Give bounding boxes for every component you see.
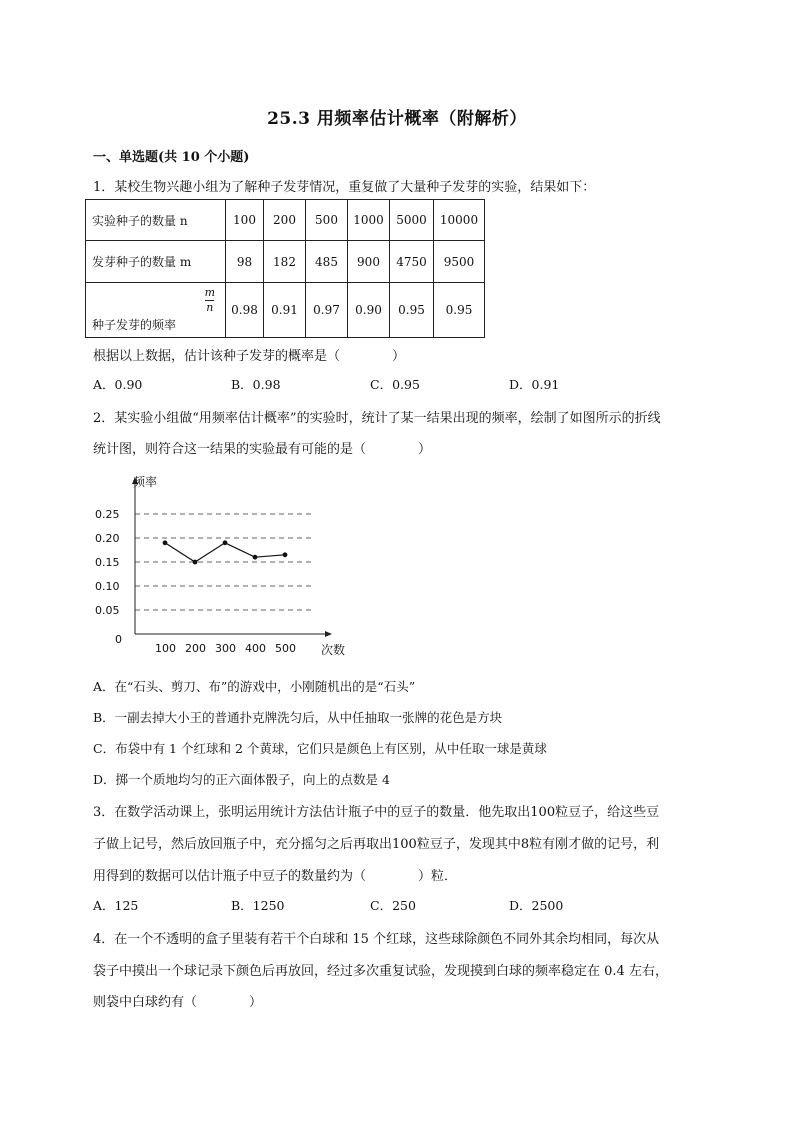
y-tick-label: 0.20 — [95, 532, 120, 545]
table-cell: 5000 — [390, 200, 434, 241]
table-cell: 500 — [306, 200, 348, 241]
origin-label: 0 — [115, 633, 122, 646]
q3-option-d: D．2500 — [509, 898, 564, 913]
row1-label: 实验种子的数量 n — [86, 200, 226, 241]
frac-denominator: n — [206, 301, 214, 314]
section-heading: 一、单选题(共 10 个小题) — [93, 150, 250, 165]
table-cell: 100 — [226, 200, 264, 241]
x-tick-label: 400 — [245, 642, 266, 655]
data-point — [283, 552, 288, 557]
q2-option-d: D．掷一个质地均匀的正六面体骰子，向上的点数是 4 — [93, 772, 390, 787]
frequency-line-chart — [85, 466, 365, 666]
q3-line1: 3．在数学活动课上，张明运用统计方法估计瓶子中的豆子的数量．他先取出100粒豆子，给这些豆 — [93, 805, 660, 820]
q4-line3: 则袋中白球约有（ ） — [93, 995, 263, 1010]
q1-table — [85, 199, 485, 338]
table-cell: 0.95 — [390, 283, 434, 338]
q1-option-a: A．0.90 — [93, 377, 143, 392]
q4-line2: 袋子中摸出一个球记录下颜色后再放回，经过多次重复试验，发现摸到白球的频率稳定在 0.4 左右， — [93, 964, 668, 979]
y-tick-label: 0.15 — [95, 556, 120, 569]
q4-line1: 4．在一个不透明的盒子里装有若干个白球和 15 个红球，这些球除颜色不同外其余均相同，每次从 — [93, 932, 660, 947]
table-cell: 0.90 — [348, 283, 390, 338]
table-cell: 485 — [306, 241, 348, 283]
fraction-m-over-n — [205, 287, 215, 314]
q3-option-b: B．1250 — [231, 898, 285, 913]
q1-option-d: D．0.91 — [509, 377, 560, 392]
x-tick-label: 500 — [275, 642, 296, 655]
data-point — [253, 555, 258, 560]
data-point — [223, 540, 228, 545]
table-row — [86, 241, 485, 283]
series-line — [165, 543, 285, 562]
table-cell: 0.95 — [434, 283, 485, 338]
table-row — [86, 283, 485, 338]
q1-option-c: C．0.95 — [370, 377, 420, 392]
x-tick-label: 200 — [185, 642, 206, 655]
q1-ask: 根据以上数据，估计该种子发芽的概率是（ ） — [93, 349, 406, 364]
y-axis-label: 频率 — [133, 475, 158, 489]
row3-label-cell — [86, 283, 226, 338]
y-tick-label: 0.10 — [95, 580, 120, 593]
table-cell: 10000 — [434, 200, 485, 241]
table-cell: 9500 — [434, 241, 485, 283]
table-cell: 0.98 — [226, 283, 264, 338]
q2-option-a: A．在“石头、剪刀、布”的游戏中，小刚随机出的是“石头” — [93, 679, 416, 694]
page-title: 25.3 用频率估计概率（附解析） — [267, 109, 527, 129]
table-cell: 182 — [264, 241, 306, 283]
q2-stem-line2: 统计图，则符合这一结果的实验最有可能的是（ ） — [93, 442, 432, 457]
y-tick-label: 0.05 — [95, 604, 120, 617]
frac-numerator: m — [204, 286, 215, 299]
q3-option-c: C．250 — [370, 898, 416, 913]
table-cell: 900 — [348, 241, 390, 283]
row3-label: 种子发芽的频率 — [92, 318, 177, 332]
table-cell: 1000 — [348, 200, 390, 241]
row2-label: 发芽种子的数量 m — [86, 241, 226, 283]
data-point — [193, 560, 198, 565]
table-row — [86, 200, 485, 241]
table-cell: 0.97 — [306, 283, 348, 338]
q3-line2: 子做上记号，然后放回瓶子中，充分摇匀之后再取出100粒豆子，发现其中8粒有刚才做的记号，利 — [93, 837, 660, 852]
y-tick-label: 0.25 — [95, 508, 120, 521]
table-cell: 200 — [264, 200, 306, 241]
table-cell: 98 — [226, 241, 264, 283]
x-tick-label: 100 — [155, 642, 176, 655]
data-point — [163, 540, 168, 545]
q3-line3: 用得到的数据可以估计瓶子中豆子的数量约为（ ）粒． — [93, 869, 458, 884]
x-axis-label: 次数 — [321, 643, 346, 657]
q2-stem-line1: 2．某实验小组做“用频率估计概率”的实验时，统计了某一结果出现的频率，绘制了如图所示的折线 — [93, 411, 661, 426]
q3-option-a: A．125 — [93, 898, 139, 913]
table-cell: 0.91 — [264, 283, 306, 338]
q1-option-b: B．0.98 — [231, 377, 281, 392]
table-cell: 4750 — [390, 241, 434, 283]
q2-option-c: C．布袋中有 1 个红球和 2 个黄球，它们只是颜色上有区别，从中任取一球是黄球 — [93, 741, 547, 756]
q1-stem: 1．某校生物兴趣小组为了解种子发芽情况，重复做了大量种子发芽的实验，结果如下： — [93, 180, 596, 195]
q2-option-b: B．一副去掉大小王的普通扑克牌洗匀后，从中任抽取一张牌的花色是方块 — [93, 710, 503, 725]
x-tick-label: 300 — [215, 642, 236, 655]
